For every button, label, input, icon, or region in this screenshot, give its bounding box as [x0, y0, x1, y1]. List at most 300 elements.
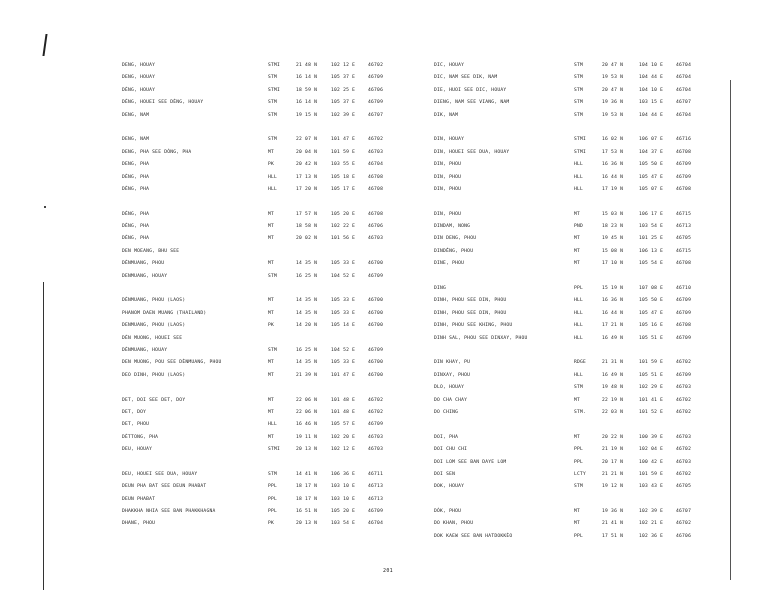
entry-code: 46702 — [676, 521, 692, 527]
entry-type: HLL — [574, 372, 584, 378]
entry-name: DOK, HOUAY — [434, 484, 465, 490]
page-number: 201 — [383, 568, 393, 574]
entry-lat: 17 10 N — [602, 261, 624, 267]
scan-margin-line — [43, 282, 44, 590]
entry-type: PPL — [574, 459, 584, 465]
entry-name: DÈNG, PHA — [122, 224, 150, 230]
entry-lat: 19 12 N — [602, 484, 624, 490]
entry-type: MT — [574, 397, 581, 403]
entry-name: DOI LOM SEE BAN DAYE LOM — [434, 459, 507, 465]
entry-type: HLL — [268, 186, 278, 192]
entry-lat: 20 13 N — [296, 521, 318, 527]
entry-lon: 105 18 E — [331, 174, 356, 180]
entry-name: DING — [434, 286, 447, 292]
entry-name: DIC, NAM SEE DIK, NAM — [434, 75, 498, 81]
entry-code: 46708 — [676, 149, 692, 155]
entry-lat: 16 14 N — [296, 100, 318, 106]
entry-name: DINH, PHOU SEE DIN, PHOU — [434, 310, 507, 316]
entry-lon: 105 16 E — [639, 323, 664, 329]
entry-code: 46716 — [676, 137, 692, 143]
entry-name: DIENG, NAM SEE VIANG, NAM — [434, 100, 510, 106]
entry-lon: 100 42 E — [639, 459, 664, 465]
entry-lon: 103 55 E — [331, 162, 356, 168]
entry-lon: 103 10 E — [331, 496, 356, 502]
entry-type: STM — [574, 87, 584, 93]
entry-lat: 17 13 N — [296, 174, 318, 180]
entry-code: 46709 — [368, 273, 384, 279]
entry-lon: 103 54 E — [639, 224, 664, 230]
entry-name: DIK, NAM — [434, 112, 459, 118]
entry-name: DIN, PHOU — [434, 186, 462, 192]
entry-code: 46707 — [368, 112, 384, 118]
entry-type: PND — [574, 224, 584, 230]
entry-lon: 101 41 E — [639, 397, 664, 403]
entry-lon: 101 47 E — [331, 137, 356, 143]
entry-lon: 104 52 E — [331, 347, 356, 353]
entry-name: DÈNMUANG, PHOU — [122, 261, 165, 267]
entry-code: 46702 — [368, 137, 384, 143]
entry-lat: 16 02 N — [602, 137, 624, 143]
entry-lat: 18 23 N — [602, 224, 624, 230]
entry-name: DÈNG, PHA — [122, 236, 150, 242]
entry-code: 46709 — [368, 422, 384, 428]
entry-name: DIC, HOUAY — [434, 63, 465, 68]
entry-type: HLL — [268, 174, 278, 180]
entry-type: STMI — [268, 447, 281, 453]
entry-type: PK — [268, 323, 275, 329]
entry-code: 46707 — [676, 509, 692, 515]
entry-code: 46705 — [676, 484, 692, 490]
entry-code: 46704 — [676, 87, 692, 93]
entry-lon: 101 25 E — [639, 236, 664, 242]
entry-name: DÈNG, PHA — [122, 174, 150, 180]
entry-lon: 104 44 E — [639, 75, 664, 81]
entry-type: STM — [574, 385, 584, 391]
entry-type: HLL — [574, 310, 584, 316]
entry-type: MT — [268, 298, 275, 304]
entry-lat: 20 04 N — [296, 149, 318, 155]
entry-lat: 18 59 N — [296, 87, 318, 93]
entry-code: 46706 — [368, 224, 384, 230]
entry-name: DINH, PHOU SEE KHING, PHOU — [434, 323, 513, 329]
entry-code: 46702 — [368, 409, 384, 415]
entry-code: 46702 — [368, 63, 384, 68]
entry-type: MT — [268, 360, 275, 366]
entry-lon: 105 33 E — [331, 261, 356, 267]
entry-lat: 16 25 N — [296, 273, 318, 279]
entry-lon: 102 12 E — [331, 447, 356, 453]
entry-lon: 103 10 E — [331, 484, 356, 490]
entry-lat: 19 53 N — [602, 75, 624, 81]
entry-lat: 15 08 N — [602, 248, 624, 254]
entry-code: 46708 — [676, 186, 692, 192]
entry-code: 46702 — [676, 360, 692, 366]
entry-code: 46703 — [368, 447, 384, 453]
entry-code: 46709 — [676, 174, 692, 180]
entry-code: 46702 — [368, 397, 384, 403]
entry-lat: 19 36 N — [602, 100, 624, 106]
entry-lat: 21 31 N — [602, 360, 624, 366]
entry-type: MT — [268, 434, 275, 440]
entry-name: DENG, PHA — [122, 162, 150, 168]
entry-type: STM — [268, 100, 278, 106]
entry-lon: 102 21 E — [639, 521, 664, 527]
entry-type: HLL — [574, 162, 584, 168]
entry-code: 46702 — [676, 409, 692, 415]
entry-lat: 16 49 N — [602, 335, 624, 341]
entry-lat: 20 22 N — [602, 434, 624, 440]
entry-lat: 22 06 N — [296, 397, 318, 403]
entry-code: 46706 — [368, 87, 384, 93]
entry-lat: 18 58 N — [296, 224, 318, 230]
entry-lon: 103 15 E — [639, 100, 664, 106]
entry-lat: 15 19 N — [602, 286, 624, 292]
entry-code: 46705 — [676, 236, 692, 242]
entry-lon: 105 50 E — [639, 162, 664, 168]
entry-lon: 102 39 E — [639, 509, 664, 515]
entry-lon: 105 57 E — [331, 422, 356, 428]
entry-lat: 22 03 N — [602, 409, 624, 415]
entry-lon: 104 44 E — [639, 112, 664, 118]
entry-code: 46709 — [676, 335, 692, 341]
entry-name: DIN, PHOU — [434, 174, 462, 180]
entry-name: DEUN PHABAT — [122, 496, 156, 502]
entry-type: MT — [574, 509, 581, 515]
entry-name: DEO DINH, PHOU (LAOS) — [122, 372, 186, 378]
entry-type: STM — [574, 63, 584, 68]
entry-lon: 106 13 E — [639, 248, 664, 254]
entry-lon: 102 04 E — [639, 447, 664, 453]
entry-lat: 16 14 N — [296, 75, 318, 81]
entry-code: 46708 — [676, 323, 692, 329]
entry-lat: 16 46 N — [296, 422, 318, 428]
entry-type: PPL — [268, 509, 278, 515]
entry-name: DEN MUONG, POU SEE DÈNMUANG, PHOU — [122, 360, 222, 366]
entry-name: DÈNG, HOUAY — [122, 87, 156, 93]
entry-lat: 16 51 N — [296, 509, 318, 515]
entry-type: STMI — [268, 87, 281, 93]
entry-lon: 101 52 E — [639, 409, 664, 415]
entry-code: 46700 — [368, 360, 384, 366]
entry-code: 46703 — [676, 434, 692, 440]
entry-type: STM — [574, 75, 584, 81]
entry-name: DET, DOY — [122, 409, 147, 415]
entry-code: 46706 — [676, 533, 692, 539]
entry-name: DO CHING — [434, 409, 459, 415]
entry-type: STM — [268, 347, 278, 353]
entry-code: 46708 — [676, 261, 692, 267]
entry-lat: 18 17 N — [296, 496, 318, 502]
entry-code: 46715 — [676, 248, 692, 254]
entry-type: PPL — [268, 484, 278, 490]
entry-name: DIE, HUOI SEE DIC, HOUAY — [434, 87, 507, 93]
entry-code: 46704 — [368, 162, 384, 168]
entry-lon: 102 39 E — [331, 112, 356, 118]
entry-lon: 105 37 E — [331, 100, 356, 106]
entry-lat: 21 41 N — [602, 521, 624, 527]
entry-lat: 17 51 N — [602, 533, 624, 539]
entry-name: DEUN PHA BAT SEE DEUN PHABAT — [122, 484, 207, 490]
entry-lon: 101 48 E — [331, 397, 356, 403]
entry-code: 46703 — [368, 236, 384, 242]
entry-type: HLL — [268, 422, 278, 428]
entry-name: DÈNG, PHA — [122, 186, 150, 192]
entry-code: 46707 — [676, 100, 692, 106]
entry-type: MT — [574, 248, 581, 254]
entry-lon: 102 12 E — [331, 63, 356, 68]
entry-code: 46713 — [676, 224, 692, 230]
entry-code: 46700 — [368, 298, 384, 304]
entry-lat: 19 53 N — [602, 112, 624, 118]
entry-code: 46711 — [368, 471, 384, 477]
scan-mark — [44, 206, 46, 208]
entry-type: MT — [268, 211, 275, 217]
entry-code: 46713 — [368, 484, 384, 490]
entry-name: DEU, HOUEI SEE DUA, HOUAY — [122, 471, 198, 477]
entry-lat: 16 49 N — [602, 372, 624, 378]
entry-name: DO CHA CHAY — [434, 397, 468, 403]
entry-lon: 105 47 E — [639, 310, 664, 316]
entry-name: DINXAY, PHOU — [434, 372, 471, 378]
entry-name: DENG, PHA SEE DÔNG, PHA — [122, 149, 192, 155]
entry-lon: 101 47 E — [331, 372, 356, 378]
entry-type: PK — [268, 162, 275, 168]
entry-lat: 20 47 N — [602, 63, 624, 68]
entry-lat: 22 06 N — [296, 409, 318, 415]
entry-name: PHANOM DAEN MUANG (THAILAND) — [122, 310, 207, 316]
entry-code: 46704 — [368, 521, 384, 527]
entry-type: STM — [574, 112, 584, 118]
entry-type: HLL — [574, 186, 584, 192]
entry-lat: 20 13 N — [296, 447, 318, 453]
entry-type: PPL — [574, 447, 584, 453]
entry-type: MT — [268, 261, 275, 267]
entry-lat: 21 39 N — [296, 372, 318, 378]
entry-lat: 19 15 N — [296, 112, 318, 118]
entry-lat: 19 11 N — [296, 434, 318, 440]
entry-lon: 102 22 E — [331, 224, 356, 230]
entry-code: 46700 — [368, 372, 384, 378]
entry-type: PK — [268, 521, 275, 527]
entry-lat: 19 48 N — [602, 385, 624, 391]
entry-lat: 20 02 N — [296, 236, 318, 242]
entry-lon: 105 50 E — [639, 298, 664, 304]
entry-type: STMI — [574, 137, 587, 143]
entry-code: 46709 — [368, 100, 384, 106]
entry-lon: 105 37 E — [331, 75, 356, 81]
entry-code: 46700 — [368, 323, 384, 329]
entry-name: DENMUANG, PHOU (LAOS) — [122, 323, 186, 329]
entry-lon: 102 29 E — [639, 385, 664, 391]
entry-type: MT — [268, 310, 275, 316]
entry-name: DEU, HOUAY — [122, 447, 153, 453]
entry-type: HLL — [574, 298, 584, 304]
entry-name: DHANE, PHOU — [122, 521, 156, 527]
entry-code: 46708 — [368, 186, 384, 192]
entry-name: DENG, HOUAY — [122, 63, 156, 68]
entry-lon: 106 07 E — [639, 137, 664, 143]
entry-lat: 22 07 N — [296, 137, 318, 143]
entry-lon: 106 36 E — [331, 471, 356, 477]
entry-lon: 104 10 E — [639, 63, 664, 68]
entry-lat: 18 17 N — [296, 484, 318, 490]
entry-name: DIN KHAY, PU — [434, 360, 471, 366]
entry-name: DÈTTONG, PHA — [122, 434, 159, 440]
entry-lat: 14 41 N — [296, 471, 318, 477]
entry-lon: 101 56 E — [331, 236, 356, 242]
entry-code: 46700 — [368, 261, 384, 267]
entry-code: 46703 — [676, 459, 692, 465]
entry-name: DINDÊNG, PHOU — [434, 248, 474, 254]
entry-type: MT — [574, 211, 581, 217]
entry-lon: 104 37 E — [639, 149, 664, 155]
entry-lon: 105 33 E — [331, 360, 356, 366]
entry-code: 46702 — [676, 397, 692, 403]
entry-name: DOI, PHA — [434, 434, 459, 440]
entry-type: MT — [268, 372, 275, 378]
entry-name: DET, DOI SEE DET, DOY — [122, 397, 186, 403]
entry-lon: 104 52 E — [331, 273, 356, 279]
entry-name: DET, PHOU — [122, 422, 150, 428]
entry-name: DÈNG, HOUEI SEE DÈNG, HOUAY — [122, 100, 204, 106]
entry-type: PPL — [574, 286, 584, 292]
entry-type: STM — [268, 137, 278, 143]
entry-type: STM — [574, 100, 584, 106]
entry-type: PPL — [268, 496, 278, 502]
entry-lat: 21 48 N — [296, 63, 318, 68]
entry-lon: 101 48 E — [331, 409, 356, 415]
entry-lon: 103 54 E — [331, 521, 356, 527]
entry-lon: 105 33 E — [331, 310, 356, 316]
entry-name: DÉNG, PHA — [122, 211, 150, 217]
entry-lat: 16 44 N — [602, 174, 624, 180]
entry-lat: 14 35 N — [296, 360, 318, 366]
entry-lat: 16 25 N — [296, 347, 318, 353]
entry-name: DIN, HOUEI SEE DUA, HOUAY — [434, 149, 510, 155]
entry-type: MT — [574, 434, 581, 440]
entry-type: MT — [574, 236, 581, 242]
entry-name: DIN, HOUAY — [434, 137, 465, 143]
entry-lat: 20 42 N — [296, 162, 318, 168]
entry-lat: 16 44 N — [602, 310, 624, 316]
entry-type: MT — [268, 409, 275, 415]
entry-lat: 17 19 N — [602, 186, 624, 192]
entry-type: MT — [268, 397, 275, 403]
entry-code: 46700 — [368, 310, 384, 316]
entry-type: PPL — [574, 533, 584, 539]
entry-lat: 16 36 N — [602, 162, 624, 168]
entry-lat: 17 20 N — [296, 186, 318, 192]
entry-name: DENG, NAM — [122, 112, 150, 118]
entry-name: DINDAM, NONG — [434, 224, 471, 230]
entry-lon: 106 17 E — [639, 211, 664, 217]
entry-code: 46703 — [368, 434, 384, 440]
entry-type: STM — [268, 471, 278, 477]
entry-lon: 105 54 E — [639, 261, 664, 267]
entry-lon: 105 47 E — [639, 174, 664, 180]
entry-lat: 19 45 N — [602, 236, 624, 242]
entry-lon: 101 59 E — [331, 149, 356, 155]
entry-type: HLL — [574, 323, 584, 329]
entry-code: 46709 — [676, 162, 692, 168]
entry-name: DOK KAEW SEE BAN HATDOKKÈO — [434, 533, 513, 539]
entry-code: 46709 — [676, 298, 692, 304]
entry-lat: 14 35 N — [296, 310, 318, 316]
entry-type: STM — [268, 75, 278, 81]
scan-mark — [42, 34, 47, 56]
entry-lon: 100 39 E — [639, 434, 664, 440]
entry-lat: 14 35 N — [296, 298, 318, 304]
entry-type: STMI — [268, 63, 281, 68]
entry-name: DÈN MUONG, HOUEI SEE — [122, 335, 183, 341]
entry-type: RDGE — [574, 360, 587, 366]
entry-type: LCTY — [574, 471, 587, 477]
entry-name: DÈNMUANG, HOUAY — [122, 347, 168, 353]
entry-name: DHAKKHA NHIA SEE BAN PHAKKHAGNA — [122, 509, 216, 515]
entry-lat: 14 20 N — [296, 323, 318, 329]
entry-type: STM — [268, 273, 278, 279]
entry-lon: 105 14 E — [331, 323, 356, 329]
entry-code: 46713 — [368, 496, 384, 502]
entry-name: DEN MOEANG, BHU SEE — [122, 248, 180, 254]
entry-code: 46703 — [368, 149, 384, 155]
entry-code: 46709 — [368, 347, 384, 353]
entry-lon: 102 36 E — [639, 533, 664, 539]
entry-code: 46704 — [676, 112, 692, 118]
entry-code: 46704 — [676, 63, 692, 68]
entry-name: DINH, PHOU SEE DIN, PHOU — [434, 298, 507, 304]
entry-lon: 105 07 E — [639, 186, 664, 192]
entry-lon: 105 51 E — [639, 372, 664, 378]
entry-lat: 19 36 N — [602, 509, 624, 515]
entry-lat: 14 35 N — [296, 261, 318, 267]
entry-type: MT — [574, 521, 581, 527]
entry-code: 46702 — [676, 471, 692, 477]
entry-code: 46704 — [676, 75, 692, 81]
entry-type: MT — [268, 149, 275, 155]
entry-name: DOI SEN — [434, 471, 456, 477]
entry-code: 46709 — [676, 310, 692, 316]
entry-lon: 105 20 E — [331, 509, 356, 515]
entry-lon: 101 59 E — [639, 360, 664, 366]
entry-name: DIN DENG, PHOU — [434, 236, 477, 242]
entry-code: 46715 — [676, 211, 692, 217]
entry-type: STM — [574, 484, 584, 490]
entry-name: DENMUANG, HOUAY — [122, 273, 168, 279]
entry-lat: 17 53 N — [602, 149, 624, 155]
entry-lat: 20 47 N — [602, 87, 624, 93]
entry-lat: 15 03 N — [602, 211, 624, 217]
entry-code: 46703 — [676, 385, 692, 391]
entry-code: 46702 — [676, 447, 692, 453]
entry-name: DIN, PHOU — [434, 162, 462, 168]
entry-lat: 17 57 N — [296, 211, 318, 217]
entry-lon: 107 08 E — [639, 286, 664, 292]
entry-code: 46709 — [368, 509, 384, 515]
entry-code: 46710 — [676, 286, 692, 292]
entry-lat: 21 19 N — [602, 447, 624, 453]
entry-lon: 105 51 E — [639, 335, 664, 341]
entry-lat: 21 21 N — [602, 471, 624, 477]
entry-name: DIN, PHOU — [434, 211, 462, 217]
entry-lon: 104 10 E — [639, 87, 664, 93]
entry-name: DENG, NAM — [122, 137, 150, 143]
entry-lon: 105 33 E — [331, 298, 356, 304]
entry-code: 46709 — [676, 372, 692, 378]
entry-code: 46709 — [368, 75, 384, 81]
entry-lat: 20 17 N — [602, 459, 624, 465]
entry-type: STMI — [574, 149, 587, 155]
